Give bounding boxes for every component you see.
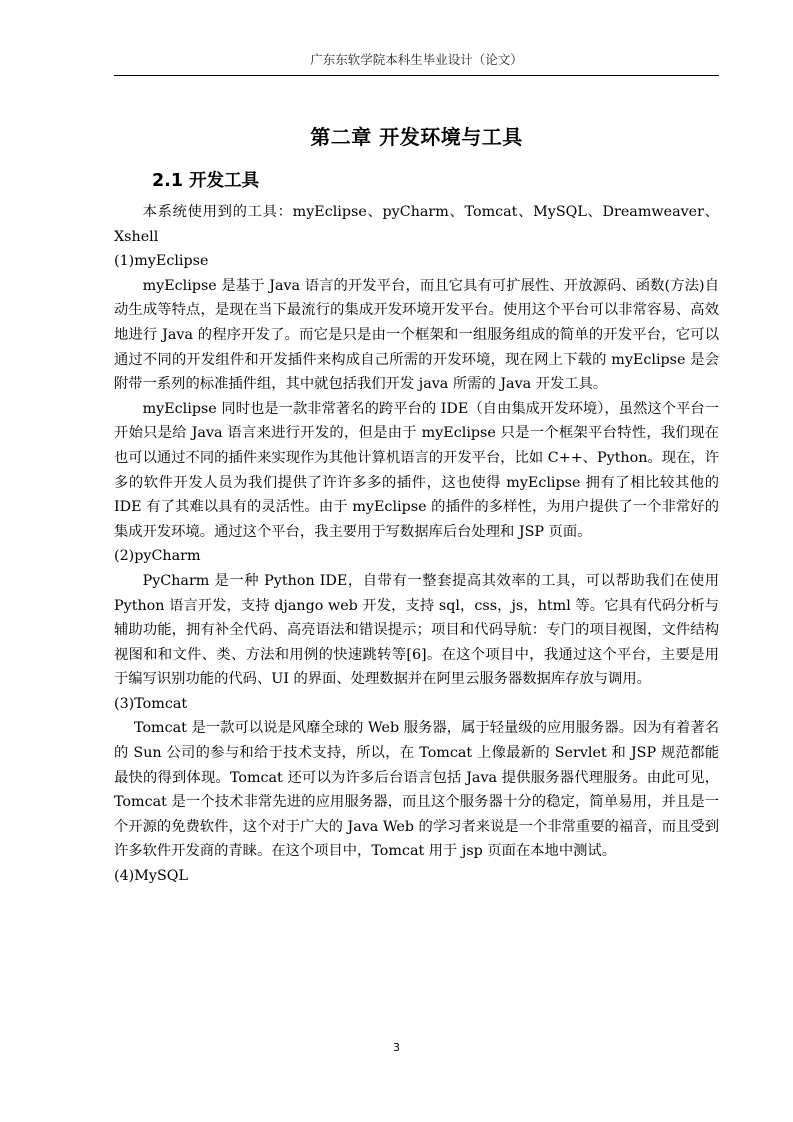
paragraph-myeclipse-ide: myEclipse 同时也是一款非常著名的跨平台的 IDE（自由集成开发环境），虽然这个平台一开始只是给 Java 语言来进行开发的，但是由于 myEclipse 只是一个框架平台特性，我们现在也可以通过不同的插件来实现作为其他计算机语言的开发平台，比如 C++、Python。现在，许多的软件开发人员为我们提供了许许多多的插件，这也使得 myEclipse 拥有了相比较其他的 IDE 有了其难以具有的灵活性。由于 myEclipse 的插件的多样性，为用户提供了一个非常好的集成开发环境。通过这个平台，我主要用于写数据库后台处理和 JSP 页面。 <box>114 400 719 540</box>
subheading-pycharm: (2)pyCharm <box>114 548 201 565</box>
paragraph-tools-list: 本系统使用到的工具：myEclipse、pyCharm、Tomcat、MySQL、Dreamweaver、 Xshell <box>114 204 719 245</box>
header-rule <box>114 75 719 76</box>
section-title: 2.1 开发工具 <box>152 171 260 191</box>
page-number: 3 <box>393 1041 400 1054</box>
subheading-myeclipse: (1)myEclipse <box>114 253 209 270</box>
subheading-tomcat: (3)Tomcat <box>114 695 188 712</box>
paragraph-myeclipse-intro: myEclipse 是基于 Java 语言的开发平台，而且它具有可扩展性、开放源码、函数(方法)自动生成等特点，是现在当下最流行的集成开发环境开发平台。使用这个平台可以非常容易、高效地进行 Java 的程序开发了。而它是只是由一个框架和一组服务组成的简单的开发平台，它可以通过不同的开发组件和开发插件来构成自己所需的开发环境，现在网上下载的 myEclipse 是会附带一系列的标准插件组，其中就包括我们开发 java 所需的 Java 开发工具。 <box>114 277 719 393</box>
subheading-mysql: (4)MySQL <box>114 868 188 885</box>
chapter-title: 第二章 开发环境与工具 <box>310 125 523 149</box>
paragraph-pycharm: PyCharm 是一种 Python IDE，自带有一整套提高其效率的工具，可以帮助我们在使用 Python 语言开发，支持 django web 开发，支持 sql，css，js，html 等。它具有代码分析与辅助功能，拥有补全代码、高亮语法和错误提示；项目和代码导航：专门的项目视图，文件结构视图和和文件、类、方法和用例的快速跳转等[6]。在这个项目中，我通过这个平台，主要是用于编写识别功能的代码、UI 的界面、处理数据并在阿里云服务器数据库存放与调用。 <box>114 572 719 688</box>
paragraph-tomcat: Tomcat 是一款可以说是风靡全球的 Web 服务器，属于轻量级的应用服务器。因为有着著名的 Sun 公司的参与和给于技术支持，所以，在 Tomcat 上像最新的 Servlet 和 JSP 规范都能最快的得到体现。Tomcat 还可以为许多后台语言包括 Java 提供服务器代理服务。由此可见，Tomcat 是一个技术非常先进的应用服务器，而且这个服务器十分的稳定，简单易用，并且是一个开源的免费软件，这个对于广大的 Java Web 的学习者来说是一个非常重要的福音，而且受到许多软件开发商的青睐。在这个项目中，Tomcat 用于 jsp 页面在本地中测试。 <box>114 720 719 860</box>
running-header: 广东东软学院本科生毕业设计（论文） <box>310 52 523 67</box>
body-text <box>114 200 719 889</box>
